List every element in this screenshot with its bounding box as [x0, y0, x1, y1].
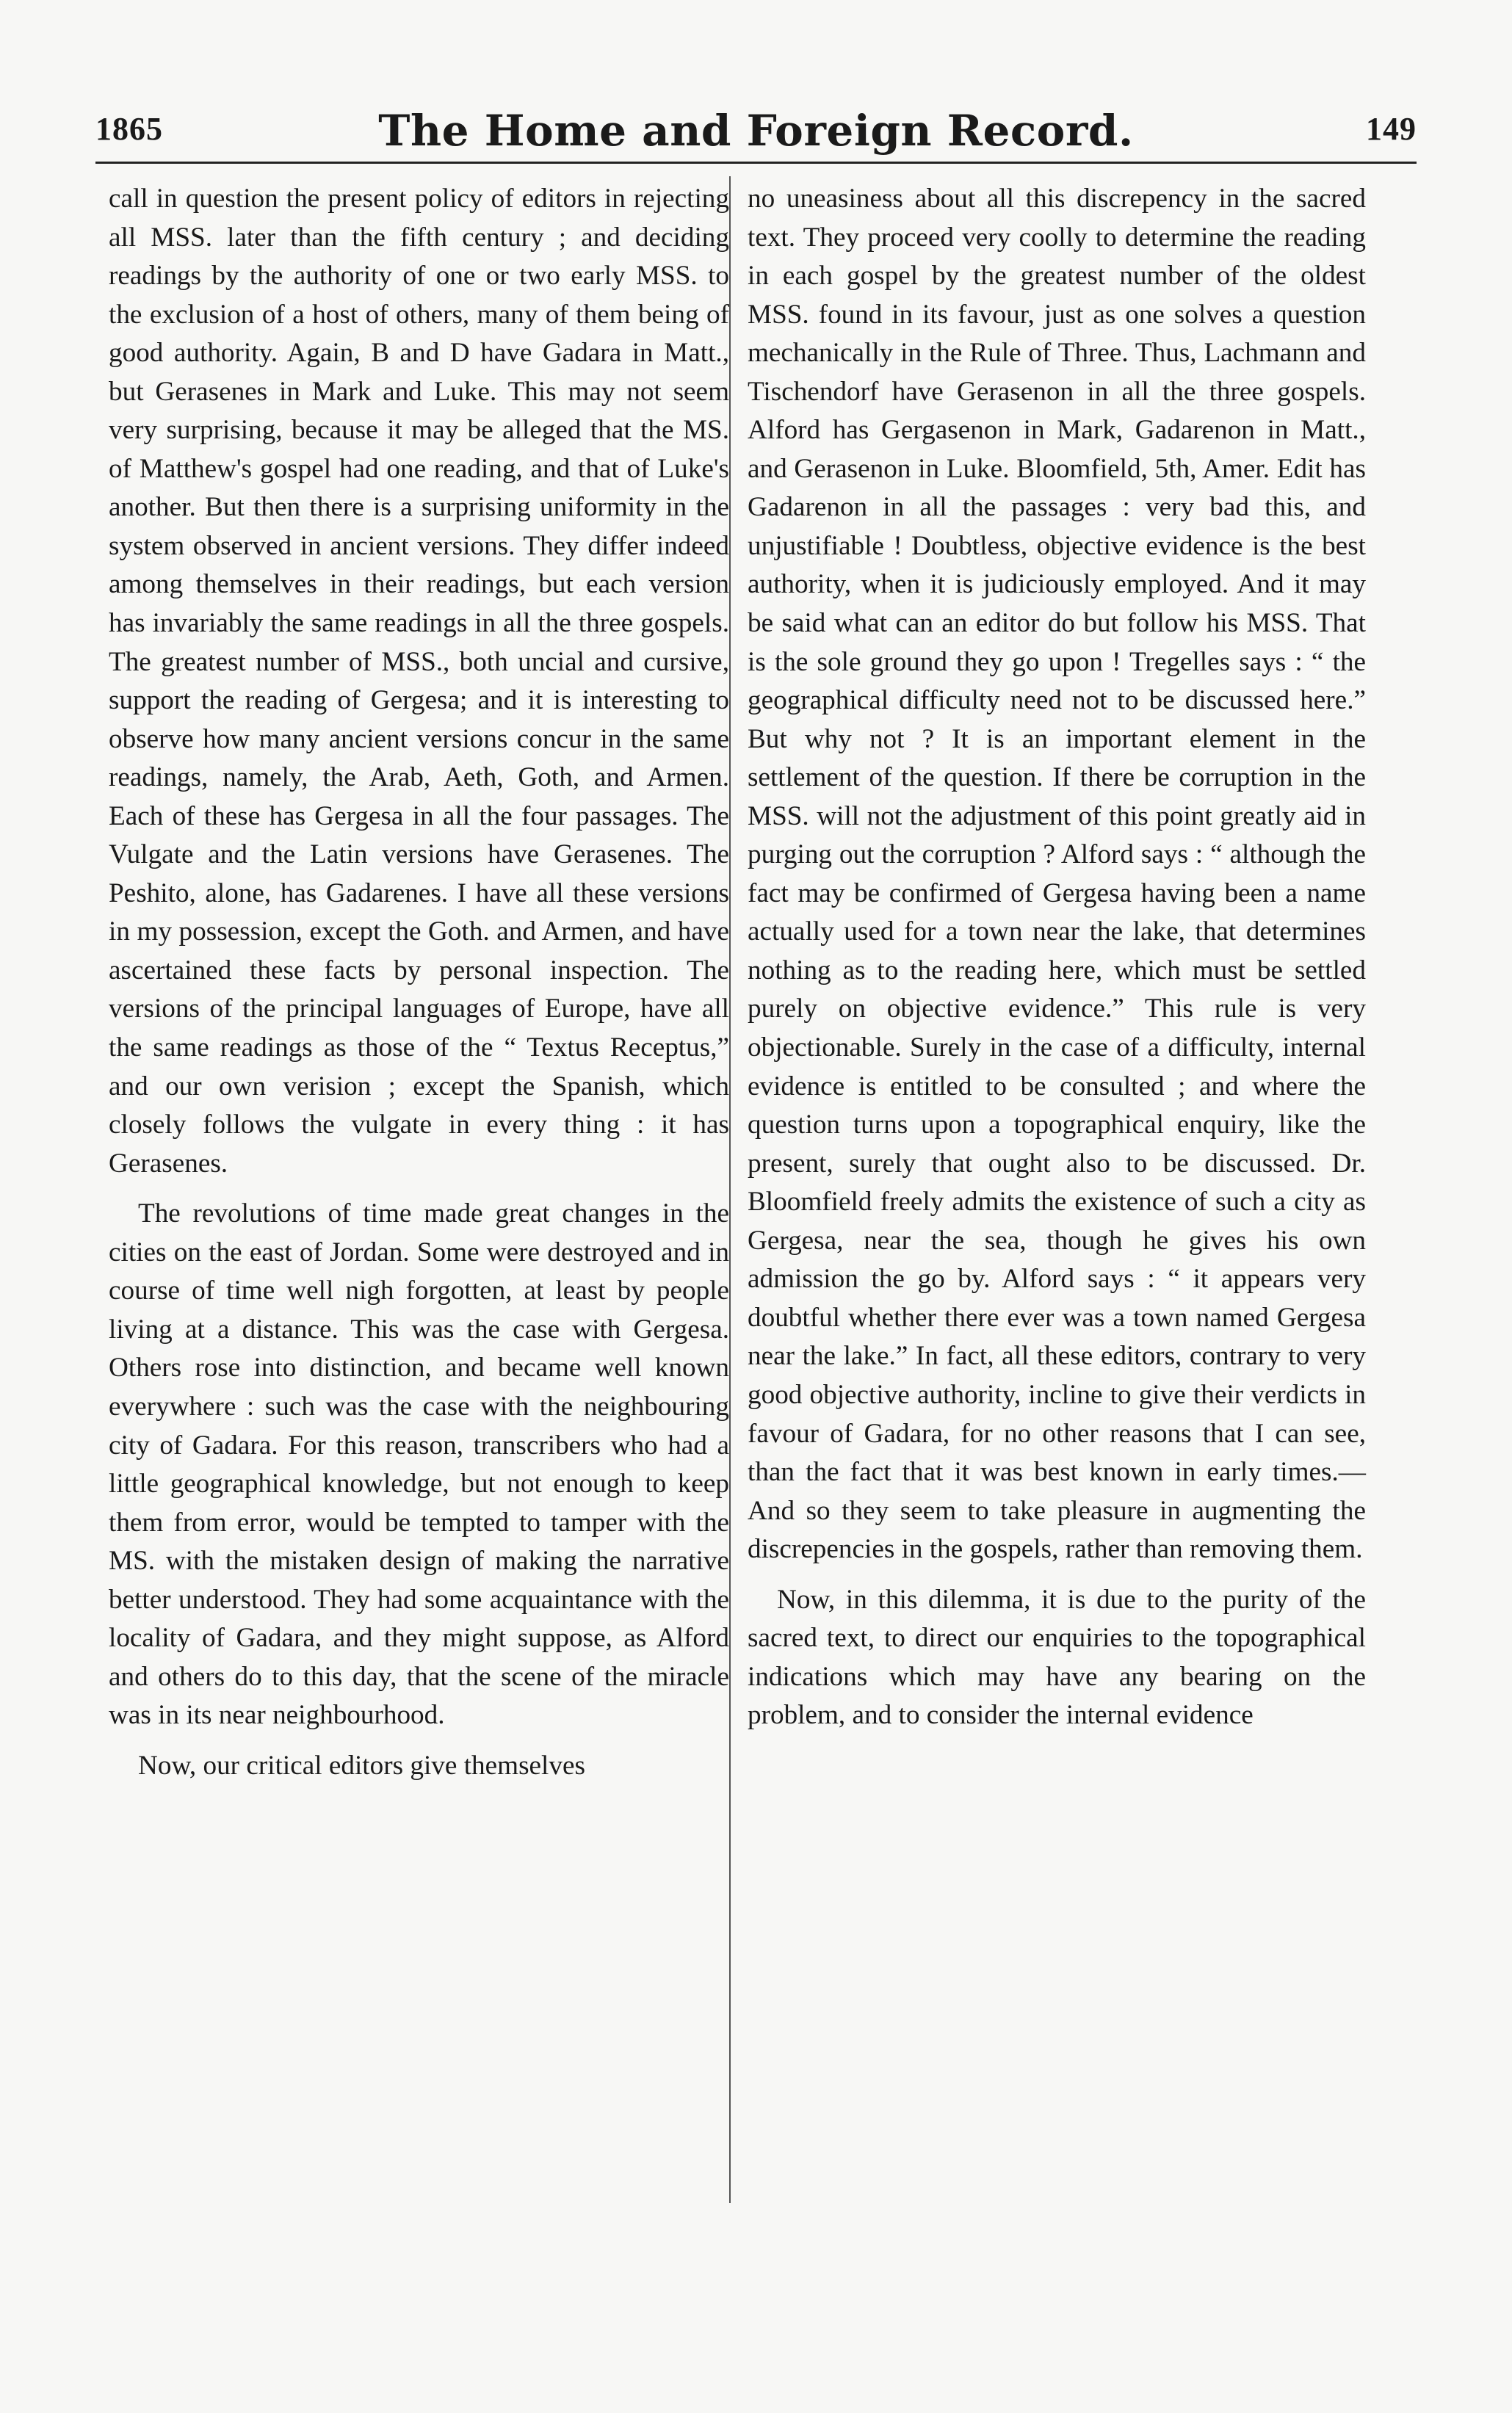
column-divider	[729, 176, 731, 2203]
page-year: 1865	[95, 111, 163, 147]
left-paragraph-3: Now, our critical editors give themselves	[138, 1750, 585, 1781]
running-header	[95, 106, 1417, 162]
right-paragraph-1: no uneasiness about all this discrepency in the sacred text. They proceed very coolly to determine the reading in each gospel by the greatest number of the oldest MSS. found in its favour, just as one solves a question mechanically in the Rule of Three. Thus, Lachmann and Tischendorf have Gerasenon in all the three gospels. Alford has Gergasenon in Mark, Gadarenon in Matt., and Gerasenon in Luke. Bloomfield, 5th, Amer. Edit has Gadarenon in all the passages : very bad this, and unjustifiable ! Doubtless, objective evidence is the best authority, when it is judiciously employed. And it may be said what can an editor do but follow his MSS. That is the sole ground they go upon ! Tregelles says : “ the geographical difficulty need not to be discussed here.” But why not ? It is an important element in the settlement of the question. If there be corruption in the MSS. will not the adjustment of this point greatly aid in purging out the corruption ? Alford says : “ although the fact may be confirmed of Gergesa having been a name actually used for a town near the lake, that determines nothing as to the reading here, which must be settled purely on objective evidence.” This rule is very objectionable. Surely in the case of a difficulty, internal evidence is entitled to be consulted ; and where the question turns upon a topographical enquiry, like the present, surely that ought also to be discussed. Dr. Bloomfield freely admits the existence of such a city as Gergesa, near the sea, though he gives his own admission the go by. Alford says : “ it appears very doubtful whether there ever was a town named Gergesa near the lake.” In fact, all these editors, contrary to very good objective authority, incline to give their verdicts in favour of Gadara, for no other reasons that I can see, than the fact that it was best known in early times.—And so they seem to take pleasure in augmenting the discrepencies in the gospels, rather than removing them.	[748, 184, 1366, 1565]
journal-title: The Home and Foreign Record.	[378, 106, 1134, 156]
right-paragraph-2: Now, in this dilemma, it is due to the purity of the sacred text, to direct our enquiries to the topographical indications which may have any bearing on the problem, and to consider the internal evidence	[748, 1584, 1366, 1731]
left-paragraph-1: call in question the present policy of editors in rejecting all MSS. later than the fifth century ; and deciding readings by the authority of one or two early MSS. to the exclusion of a host of others, many of them being of good authority. Again, B and D have Gadara in Matt., but Gerasenes in Mark and Luke. This may not seem very surprising, because it may be alleged that the MS. of Matthew's gospel had one reading, and that of Luke's another. But then there is a surprising uniformity in the system observed in ancient versions. They differ indeed among themselves in their readings, but each version has invariably the same readings in all the three gospels. The greatest number of MSS., both uncial and cursive, support the reading of Gergesa; and it is interesting to observe how many ancient versions concur in the same readings, namely, the Arab, Aeth, Goth, and Armen. Each of these has Gergesa in all the four passages. The Vulgate and the Latin versions have Gerasenes. The Peshito, alone, has Gadarenes. I have all these versions in my possession, except the Goth. and Armen, and have ascertained these facts by personal inspection. The versions of the principal languages of Europe, have all the same readings as those of the “ Textus Receptus,” and our own verision ; except the Spanish, which closely follows the vulgate in every thing : it has Gerasenes.	[109, 184, 729, 1179]
left-column	[109, 180, 729, 1785]
left-paragraph-2: The revolutions of time made great changes in the cities on the east of Jordan. Some were destroyed and in course of time well nigh forgotten, at least by people living at a distance. This was the case with Gergesa. Others rose into distinction, and became well known everywhere : such was the case with the neighbouring city of Gadara. For this reason, transcribers who had a little geographical knowledge, but not enough to keep them from error, would be tempted to tamper with the MS. with the mistaken design of making the narrative better understood. They had some acquaintance with the locality of Gadara, and they might suppose, as Alford and others do to this day, that the scene of the miracle was in its near neighbourhood.	[109, 1198, 729, 1731]
page-number: 149	[1366, 111, 1417, 147]
right-column	[748, 180, 1366, 1735]
header-rule	[95, 162, 1417, 164]
